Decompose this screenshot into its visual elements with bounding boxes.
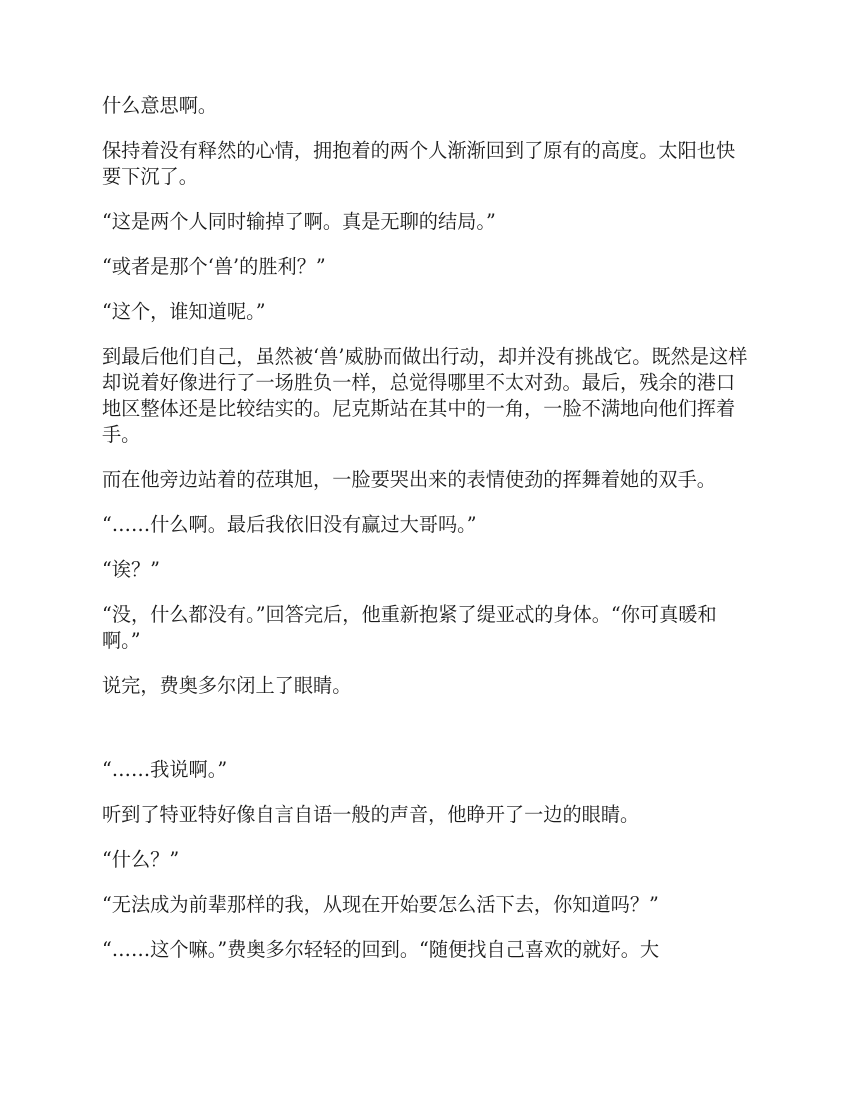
paragraph: 说完，费奥多尔闭上了眼睛。 xyxy=(102,674,352,697)
paragraph: 保持着没有释然的心情，拥抱着的两个人渐渐回到了原有的高度。太阳也快要下沉了。 xyxy=(102,139,736,188)
dialogue-line: “没，什么都没有。”回答完后，他重新抱紧了缇亚忒的身体。“你可真暖和啊。” xyxy=(102,603,717,652)
document-body xyxy=(102,93,752,982)
dialogue-line: “这个，谁知道呢。” xyxy=(102,300,266,323)
dialogue-line: “无法成为前辈那样的我，从现在开始要怎么活下去，你知道吗？” xyxy=(102,893,659,916)
paragraph: 什么意思啊。 xyxy=(102,94,218,117)
paragraph: 到最后他们自己，虽然被‘兽’威胁而做出行动，却并没有挑战它。既然是这样却说着好像进行了一场胜负一样，总觉得哪里不太对劲。最后，残余的港口地区整体还是比较结实的。尼克斯站在其中的一角，一脸不满地向他们挥着手。 xyxy=(102,345,748,446)
dialogue-line: “或者是那个‘兽’的胜利？” xyxy=(102,255,326,278)
dialogue-line: “什么？” xyxy=(102,848,180,871)
paragraph: 听到了特亚特好像自言自语一般的声音，他睁开了一边的眼睛。 xyxy=(102,803,640,826)
paragraph: 而在他旁边站着的莅琪旭，一脸要哭出来的表情使劲的挥舞着她的双手。 xyxy=(102,468,716,491)
dialogue-line: “……什么啊。最后我依旧没有赢过大哥吗。” xyxy=(102,513,477,536)
dialogue-line: “诶？” xyxy=(102,558,160,581)
dialogue-line: “……我说啊。” xyxy=(102,758,228,781)
dialogue-line: “……这个嘛。”费奥多尔轻轻的回到。“随便找自己喜欢的就好。大 xyxy=(102,938,660,961)
dialogue-line: “这是两个人同时输掉了啊。真是无聊的结局。” xyxy=(102,210,496,233)
